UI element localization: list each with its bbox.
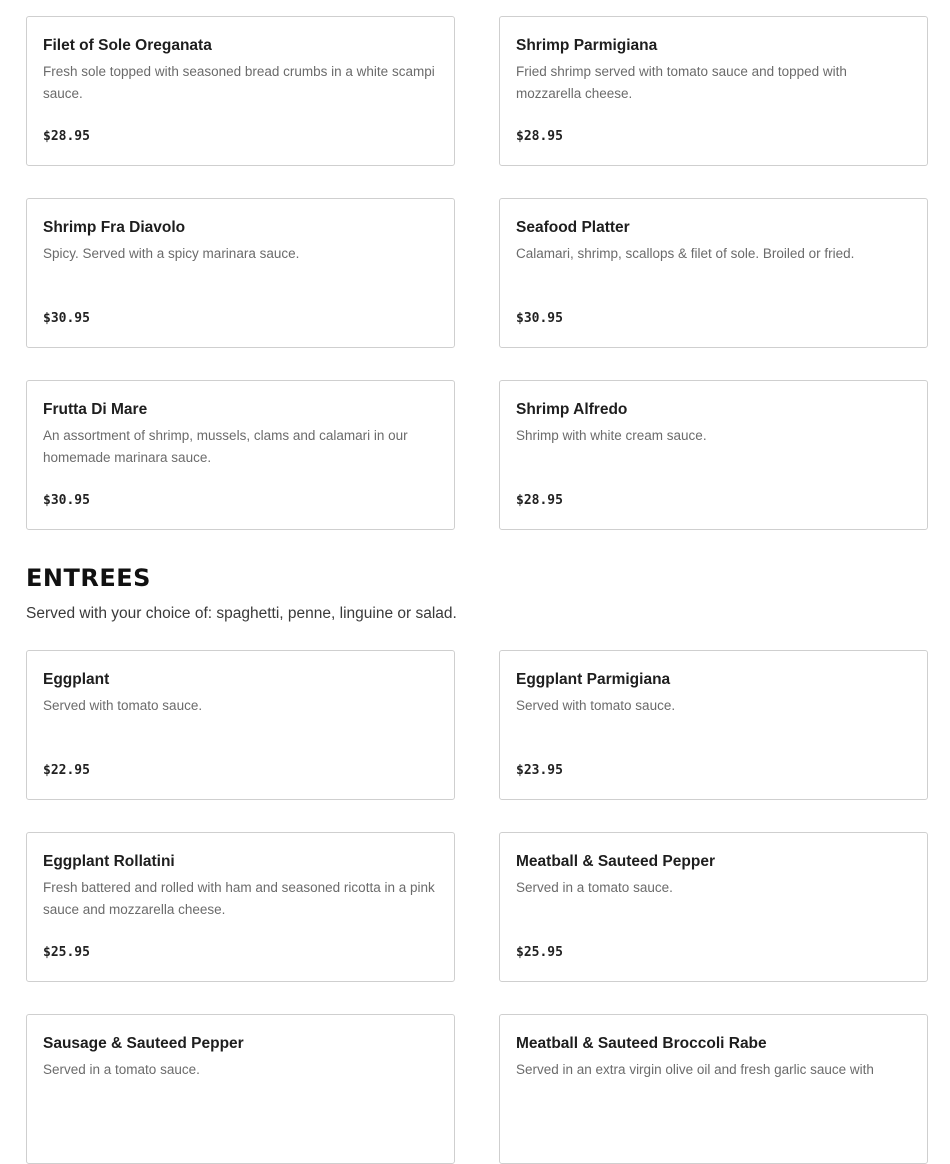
menu-item-name: Eggplant xyxy=(43,671,110,688)
menu-item-description: Fresh sole topped with seasoned bread crumbs in a white scampi sauce. xyxy=(43,64,435,101)
menu-item-price: $30.95 xyxy=(43,493,90,508)
menu-item-description: Served in a tomato sauce. xyxy=(43,1062,200,1077)
menu-item-card[interactable] xyxy=(26,1014,455,1164)
menu-item-description: Shrimp with white cream sauce. xyxy=(516,428,707,443)
menu-item-card[interactable] xyxy=(26,832,455,982)
menu-item-price: $30.95 xyxy=(516,311,563,326)
menu-item-name: Meatball & Sauteed Pepper xyxy=(516,853,715,870)
menu-item-description: Served in a tomato sauce. xyxy=(516,880,673,895)
menu-item-name: Eggplant Parmigiana xyxy=(516,671,671,688)
menu-item-description: Spicy. Served with a spicy marinara sauce. xyxy=(43,246,300,261)
menu-item-name: Frutta Di Mare xyxy=(43,401,148,418)
menu-item-card[interactable] xyxy=(26,16,455,166)
menu-item-price: $25.95 xyxy=(43,945,90,960)
menu-item-name: Shrimp Fra Diavolo xyxy=(43,219,186,236)
menu-item-card[interactable] xyxy=(499,16,928,166)
menu-item-card[interactable] xyxy=(26,650,455,800)
menu-item-name: Shrimp Parmigiana xyxy=(516,37,658,54)
menu-item-price: $23.95 xyxy=(516,763,563,778)
entrees-items-grid xyxy=(26,650,928,1164)
menu-item-price: $28.95 xyxy=(516,129,563,144)
menu-item-card[interactable] xyxy=(499,198,928,348)
menu-item-card[interactable] xyxy=(26,198,455,348)
menu-item-price: $22.95 xyxy=(43,763,90,778)
menu-item-description: Served with tomato sauce. xyxy=(516,698,676,713)
menu-item-card[interactable] xyxy=(26,380,455,530)
menu-item-card[interactable] xyxy=(499,650,928,800)
seafood-items-grid xyxy=(26,16,928,530)
menu-item-price: $25.95 xyxy=(516,945,563,960)
menu-item-price: $28.95 xyxy=(516,493,563,508)
section-note: Served with your choice of: spaghetti, penne, linguine or salad. xyxy=(26,605,457,622)
menu-item-card[interactable] xyxy=(499,1014,928,1164)
menu-item-name: Shrimp Alfredo xyxy=(516,401,628,418)
menu-item-card[interactable] xyxy=(499,380,928,530)
menu-item-description: Served with tomato sauce. xyxy=(43,698,203,713)
section-heading-entrees: ENTREES xyxy=(26,564,151,592)
menu-item-name: Seafood Platter xyxy=(516,219,630,236)
menu-item-description: Served in an extra virgin olive oil and fresh garlic sauce with xyxy=(516,1062,874,1077)
menu-item-name: Meatball & Sauteed Broccoli Rabe xyxy=(516,1035,767,1052)
menu-item-description: Calamari, shrimp, scallops & filet of sole. Broiled or fried. xyxy=(516,246,855,261)
menu-item-price: $30.95 xyxy=(43,311,90,326)
menu-item-card[interactable] xyxy=(499,832,928,982)
menu-item-description: Fresh battered and rolled with ham and seasoned ricotta in a pink sauce and mozzarella cheese. xyxy=(43,880,435,917)
menu-item-description: Fried shrimp served with tomato sauce and topped with mozzarella cheese. xyxy=(516,64,847,101)
menu-item-name: Eggplant Rollatini xyxy=(43,853,175,870)
menu-item-price: $28.95 xyxy=(43,129,90,144)
menu-item-name: Filet of Sole Oreganata xyxy=(43,37,212,54)
menu-item-description: An assortment of shrimp, mussels, clams and calamari in our homemade marinara sauce. xyxy=(43,428,408,465)
menu-item-name: Sausage & Sauteed Pepper xyxy=(43,1035,244,1052)
